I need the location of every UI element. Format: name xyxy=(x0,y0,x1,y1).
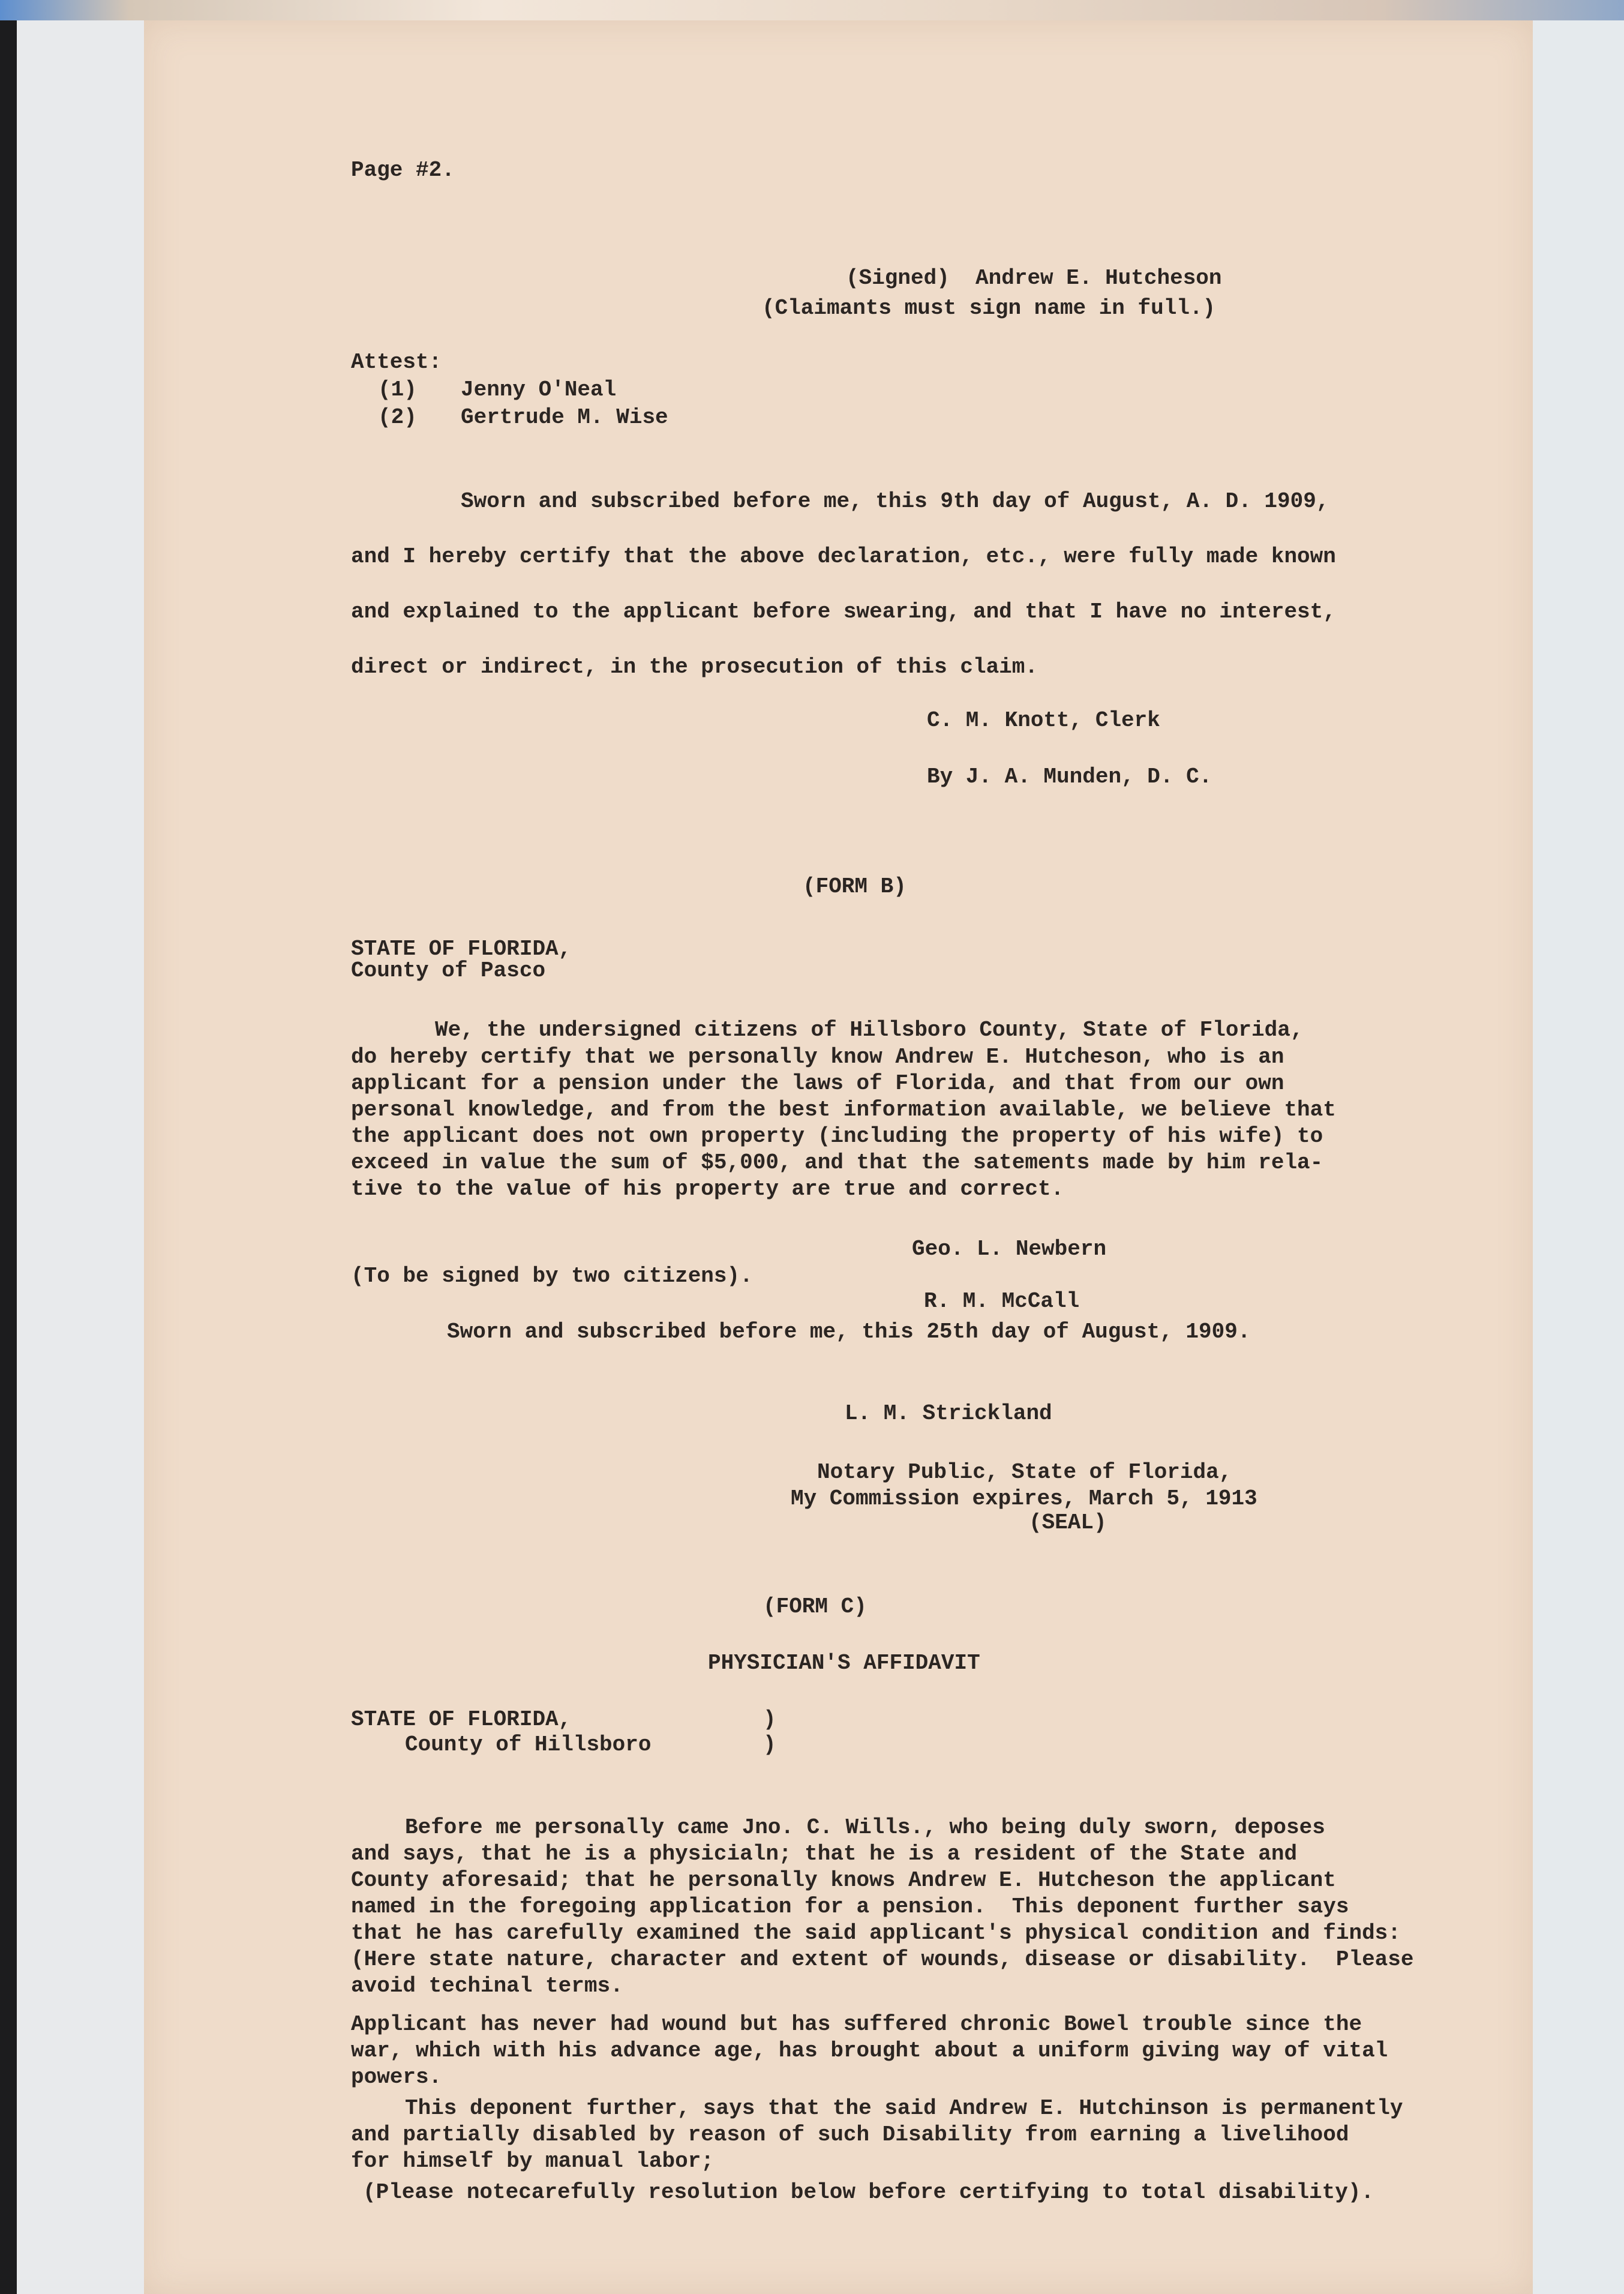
form-b-line-2: do hereby certify that we personally know Andrew E. Hutcheson, who is an xyxy=(351,1045,1284,1069)
form-b-line-5: the applicant does not own property (including the property of his wife) to xyxy=(351,1124,1323,1149)
form-c-line-12: and partially disabled by reason of such Disability from earning a livelihood xyxy=(351,2122,1349,2147)
form-c-line-7: avoid techinal terms. xyxy=(351,1974,623,1998)
oath-line-3: and explained to the applicant before swearing, and that I have no interest, xyxy=(351,599,1336,624)
form-c-line-6: (Here state nature, character and extent of wounds, disease or disability. Please xyxy=(351,1947,1414,1972)
form-b-state: STATE OF FLORIDA, xyxy=(351,937,572,961)
form-c-line-11: This deponent further, says that the said Andrew E. Hutchinson is permanently xyxy=(405,2096,1403,2121)
form-c-county: County of Hillsboro xyxy=(405,1732,652,1757)
form-c-bracket-1: ) xyxy=(763,1707,776,1732)
form-b-note: (To be signed by two citizens). xyxy=(351,1264,753,1288)
witness-1-number: (1) xyxy=(378,377,417,402)
form-b-county: County of Pasco xyxy=(351,958,546,983)
form-b-line-6: exceed in value the sum of $5,000, and that the satements made by him rela- xyxy=(351,1150,1323,1175)
form-c-line-14: (Please notecarefully resolution below before certifying to total disability). xyxy=(363,2180,1374,2205)
notary-name: L. M. Strickland xyxy=(845,1401,1052,1426)
form-c-line-5: that he has carefully examined the said applicant's physical condition and finds: xyxy=(351,1921,1401,1945)
form-b-line-3: applicant for a pension under the laws of Florida, and that from our own xyxy=(351,1071,1284,1096)
witness-2-number: (2) xyxy=(378,405,417,430)
form-c-line-2: and says, that he is a physicialn; that he is a resident of the State and xyxy=(351,1842,1298,1866)
attest-label: Attest: xyxy=(351,350,442,374)
oath-line-4: direct or indirect, in the prosecution of this claim. xyxy=(351,655,1038,679)
form-c-line-9: war, which with his advance age, has brought about a uniform giving way of vital xyxy=(351,2038,1388,2063)
scan-left-edge xyxy=(0,0,17,2294)
form-b-line-4: personal knowledge, and from the best information available, we believe that xyxy=(351,1097,1336,1122)
form-c-line-4: named in the foregoing application for a pension. This deponent further says xyxy=(351,1894,1349,1919)
form-b-line-1: We, the undersigned citizens of Hillsboro County, State of Florida, xyxy=(435,1018,1304,1042)
form-b-signer-2: R. M. McCall xyxy=(924,1289,1080,1314)
form-c-bracket-2: ) xyxy=(763,1732,776,1757)
form-c-line-10: powers. xyxy=(351,2065,442,2089)
witness-2-name: Gertrude M. Wise xyxy=(461,405,668,430)
notary-title: Notary Public, State of Florida, xyxy=(817,1460,1232,1485)
form-b-heading: (FORM B) xyxy=(803,874,906,899)
form-c-line-8: Applicant has never had wound but has suffered chronic Bowel trouble since the xyxy=(351,2012,1362,2037)
form-b-sworn: Sworn and subscribed before me, this 25th day of August, 1909. xyxy=(447,1320,1251,1344)
page-label: Page #2. xyxy=(351,158,455,182)
form-c-title: PHYSICIAN'S AFFIDAVIT xyxy=(708,1651,980,1675)
form-b-signer-1: Geo. L. Newbern xyxy=(912,1237,1107,1261)
clerk-deputy: By J. A. Munden, D. C. xyxy=(927,764,1212,789)
form-c-state: STATE OF FLORIDA, xyxy=(351,1707,572,1732)
scan-top-strip xyxy=(0,0,1624,20)
scan-right-margin xyxy=(1533,0,1624,2294)
clerk-name: C. M. Knott, Clerk xyxy=(927,708,1160,733)
signature-instruction: (Claimants must sign name in full.) xyxy=(762,296,1216,320)
notary-commission: My Commission expires, March 5, 1913 xyxy=(791,1486,1257,1511)
form-c-heading: (FORM C) xyxy=(763,1594,867,1619)
form-c-line-13: for himself by manual labor; xyxy=(351,2149,714,2173)
form-c-line-1: Before me personally came Jno. C. Wills., who being duly sworn, deposes xyxy=(405,1815,1325,1840)
witness-1-name: Jenny O'Neal xyxy=(461,377,617,402)
oath-line-1: Sworn and subscribed before me, this 9th day of August, A. D. 1909, xyxy=(461,489,1329,514)
form-c-line-3: County aforesaid; that he personally knows Andrew E. Hutcheson the applicant xyxy=(351,1868,1336,1893)
notary-seal: (SEAL) xyxy=(1029,1510,1107,1535)
oath-line-2: and I hereby certify that the above declaration, etc., were fully made known xyxy=(351,544,1336,569)
signed-line: (Signed) Andrew E. Hutcheson xyxy=(846,266,1222,290)
form-b-line-7: tive to the value of his property are true and correct. xyxy=(351,1177,1064,1201)
